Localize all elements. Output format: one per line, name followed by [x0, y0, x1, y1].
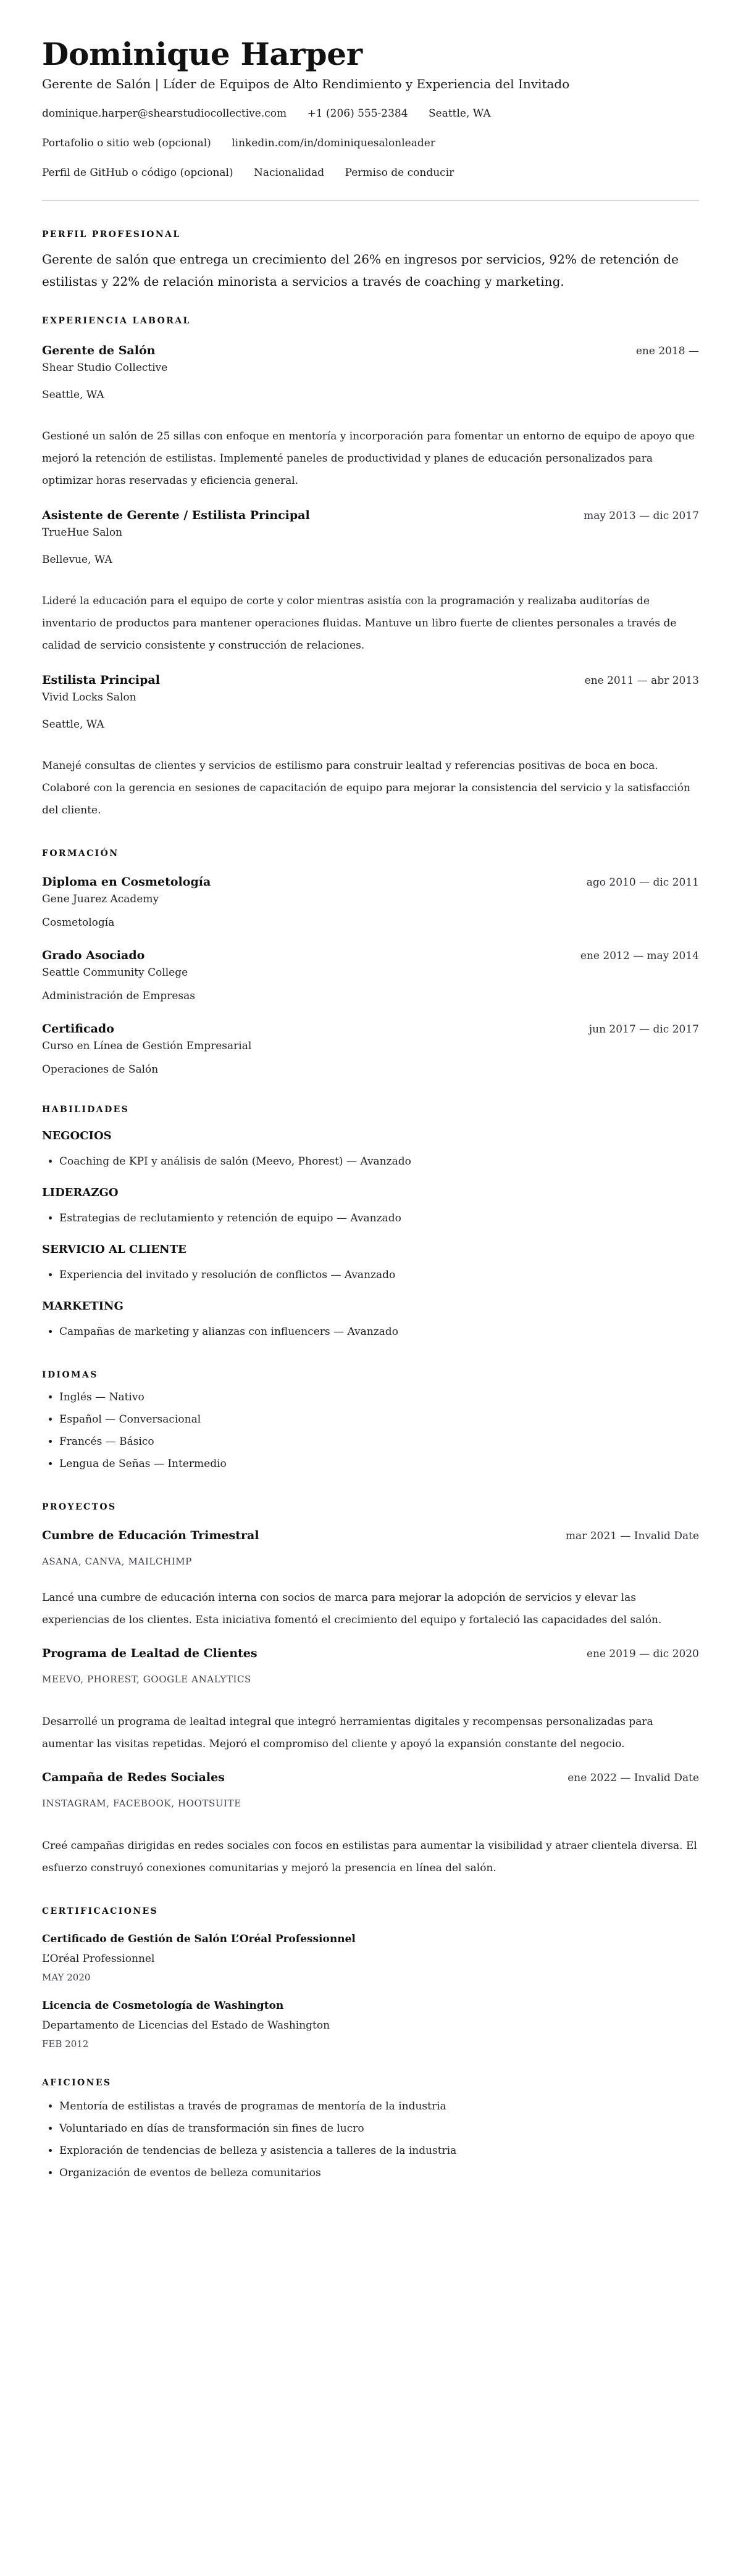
hobby-item: • Exploración de tendencias de belleza y asistencia a talleres de la industria [59, 2140, 699, 2162]
language-item: • Español — Conversacional [59, 1408, 699, 1431]
skill-category-name: NEGOCIOS [42, 1129, 112, 1142]
certification-issuer: L’Oréal Professionnel [42, 1953, 155, 1965]
job-description: Lideré la educación para el equipo de corte y color mientras asistía con la programación y realizaba auditorías de inventario de productos para mantener operaciones fluidas. Mantuve un libro fuerte de clientes personales a través de calidad de servicio consistente y construcción de relaciones. [42, 595, 677, 652]
languages-section [42, 1369, 699, 1475]
job-dates: ene 2011 — abr 2013 [584, 675, 699, 687]
field-of-study: Cosmetología [42, 916, 115, 929]
institution-name: Curso en Línea de Gestión Empresarial [42, 1040, 252, 1052]
field-of-study: Administración de Empresas [42, 990, 195, 1002]
job-entry [42, 507, 699, 657]
project-tech: INSTAGRAM, FACEBOOK, HOOTSUITE [42, 1798, 241, 1809]
project-description: Creé campañas dirigidas en redes sociales con focos en estilistas para aumentar la visibilidad y atraer clientela diversa. El esfuerzo construyó conexiones comunitarias y mejoró la presencia en línea del salón. [42, 1840, 697, 1874]
field-of-study: Operaciones de Salón [42, 1063, 159, 1076]
job-company: TrueHue Salon [42, 526, 123, 539]
project-entry [42, 1645, 699, 1755]
drivers-license-text: Permiso de conducir [345, 167, 454, 179]
job-company: Vivid Locks Salon [42, 691, 136, 704]
institution-name: Gene Juarez Academy [42, 893, 159, 905]
job-description: Manejé consultas de clientes y servicios de estilismo para construir lealtad y referencias positivas de boca en boca. Colaboré con la gerencia en sesiones de capacitación de equipo para mejorar la consistencia del servicio y la satisfacción del cliente. [42, 760, 690, 816]
skill-category [42, 1128, 699, 1173]
section-title: PERFIL PROFESIONAL [42, 230, 181, 239]
projects-section [42, 1501, 699, 1879]
hobby-item: • Organización de eventos de belleza comunitarios [59, 2162, 699, 2184]
candidate-headline: Gerente de Salón | Líder de Equipos de Alto Rendimiento y Experiencia del Invitado [42, 77, 570, 91]
education-dates: jun 2017 — dic 2017 [588, 1023, 699, 1036]
job-description: Gestioné un salón de 25 sillas con enfoque en mentoría y incorporación para fomentar un entorno de equipo de apoyo que mejoró la retención de estilistas. Implementé paneles de productividad y planes de educación personalizados para optimizar horas reservadas y eficiencia general. [42, 430, 695, 487]
certification-entry [42, 1931, 699, 1984]
certification-name: Certificado de Gestión de Salón L’Oréal Professionnel [42, 1933, 356, 1945]
contact-row [42, 136, 699, 151]
email-link[interactable]: dominique.harper@shearstudiocollective.com [42, 107, 287, 120]
project-name: Cumbre de Educación Trimestral [42, 1529, 259, 1542]
section-title: FORMACIÓN [42, 849, 119, 858]
skill-item: • Experiencia del invitado y resolución de conflictos — Avanzado [59, 1264, 699, 1286]
nationality-text: Nacionalidad [254, 167, 325, 179]
skill-list [42, 1150, 699, 1173]
job-company: Shear Studio Collective [42, 362, 168, 374]
experience-section [42, 315, 699, 821]
project-entry [42, 1769, 699, 1879]
certification-date: MAY 2020 [42, 1972, 91, 1983]
github-link[interactable]: Perfil de GitHub o código (opcional) [42, 167, 233, 179]
hobbies-section [42, 2077, 699, 2184]
section-title: PROYECTOS [42, 1502, 117, 1512]
summary-section [42, 228, 699, 293]
section-title: EXPERIENCIA LABORAL [42, 316, 191, 326]
header-divider [42, 200, 699, 201]
education-dates: ago 2010 — dic 2011 [586, 876, 699, 889]
project-name: Programa de Lealtad de Clientes [42, 1647, 257, 1660]
job-title: Estilista Principal [42, 673, 160, 687]
job-dates: ene 2018 — [635, 345, 699, 357]
project-dates: mar 2021 — Invalid Date [565, 1530, 699, 1542]
language-list [42, 1386, 699, 1475]
job-dates: may 2013 — dic 2017 [584, 510, 699, 522]
skill-item: • Coaching de KPI y análisis de salón (Meevo, Phorest) — Avanzado [59, 1150, 699, 1173]
project-tech: ASANA, CANVA, MAILCHIMP [42, 1556, 192, 1567]
hobby-item: • Mentoría de estilistas a través de programas de mentoría de la industria [59, 2095, 699, 2117]
education-dates: ene 2012 — may 2014 [580, 950, 699, 962]
hobby-item: • Voluntariado en días de transformación sin fines de lucro [59, 2117, 699, 2140]
project-description: Lancé una cumbre de educación interna con socios de marca para mejorar la adopción de servicios y elevar las experiencias de los clientes. Esta iniciativa fomentó el crecimiento del equipo y fortaleció las capacidades del salón. [42, 1592, 662, 1626]
skill-category [42, 1298, 699, 1343]
skill-list [42, 1264, 699, 1286]
degree-title: Diploma en Cosmetología [42, 875, 211, 889]
section-title: CERTIFICACIONES [42, 1906, 159, 1916]
project-description: Desarrollé un programa de lealtad integral que integró herramientas digitales y recompensas personalizadas para aumentar las visitas repetidas. Mejoró el compromiso del cliente y apoyó la expansión constante del negocio. [42, 1716, 653, 1750]
phone-text: +1 (206) 555-2384 [307, 107, 408, 120]
education-entry [42, 1020, 699, 1078]
linkedin-link[interactable]: linkedin.com/in/dominiquesalonleader [232, 137, 435, 149]
resume-header [42, 36, 699, 180]
language-item: • Inglés — Nativo [59, 1386, 699, 1408]
candidate-name: Dominique Harper [42, 36, 362, 72]
education-section [42, 847, 699, 1078]
skill-category-name: SERVICIO AL CLIENTE [42, 1243, 186, 1256]
education-entry [42, 873, 699, 931]
job-title: Asistente de Gerente / Estilista Principal [42, 509, 310, 522]
skills-section [42, 1103, 699, 1343]
institution-name: Seattle Community College [42, 966, 188, 979]
skill-list [42, 1207, 699, 1229]
education-entry [42, 947, 699, 1004]
location-text: Seattle, WA [428, 107, 491, 120]
section-title: HABILIDADES [42, 1105, 130, 1115]
language-item: • Lengua de Señas — Intermedio [59, 1453, 699, 1475]
language-item: • Francés — Básico [59, 1431, 699, 1453]
project-dates: ene 2022 — Invalid Date [567, 1772, 699, 1784]
job-entry [42, 342, 699, 492]
summary-text: Gerente de salón que entrega un crecimiento del 26% en ingresos por servicios, 92% de retención de estilistas y 22% de relación minorista a servicios a través de coaching y marketing. [42, 252, 679, 289]
job-location: Seattle, WA [42, 718, 104, 731]
job-location: Seattle, WA [42, 389, 104, 401]
skill-category-name: LIDERAZGO [42, 1186, 119, 1199]
degree-title: Grado Asociado [42, 949, 145, 962]
certification-issuer: Departamento de Licencias del Estado de Washington [42, 2019, 330, 2032]
skill-category-name: MARKETING [42, 1300, 124, 1313]
skill-item: • Estrategias de reclutamiento y retención de equipo — Avanzado [59, 1207, 699, 1229]
degree-title: Certificado [42, 1022, 114, 1036]
job-location: Bellevue, WA [42, 554, 112, 566]
certification-date: FEB 2012 [42, 2038, 89, 2050]
skill-category [42, 1185, 699, 1229]
certifications-section [42, 1905, 699, 2051]
skill-category [42, 1242, 699, 1286]
project-entry [42, 1527, 699, 1631]
skill-item: • Campañas de marketing y alianzas con influencers — Avanzado [59, 1321, 699, 1343]
certification-entry [42, 1998, 699, 2051]
certification-name: Licencia de Cosmetología de Washington [42, 2000, 284, 2012]
section-title: IDIOMAS [42, 1370, 98, 1380]
job-entry [42, 671, 699, 821]
hobby-list [42, 2095, 699, 2184]
portfolio-link[interactable]: Portafolio o sitio web (opcional) [42, 137, 211, 149]
job-title: Gerente de Salón [42, 344, 156, 357]
contact-row [42, 106, 699, 121]
project-tech: MEEVO, PHOREST, GOOGLE ANALYTICS [42, 1674, 251, 1685]
section-title: AFICIONES [42, 2078, 112, 2088]
project-name: Campaña de Redes Sociales [42, 1771, 225, 1784]
project-dates: ene 2019 — dic 2020 [586, 1648, 699, 1660]
skill-list [42, 1321, 699, 1343]
contact-row [42, 165, 699, 180]
